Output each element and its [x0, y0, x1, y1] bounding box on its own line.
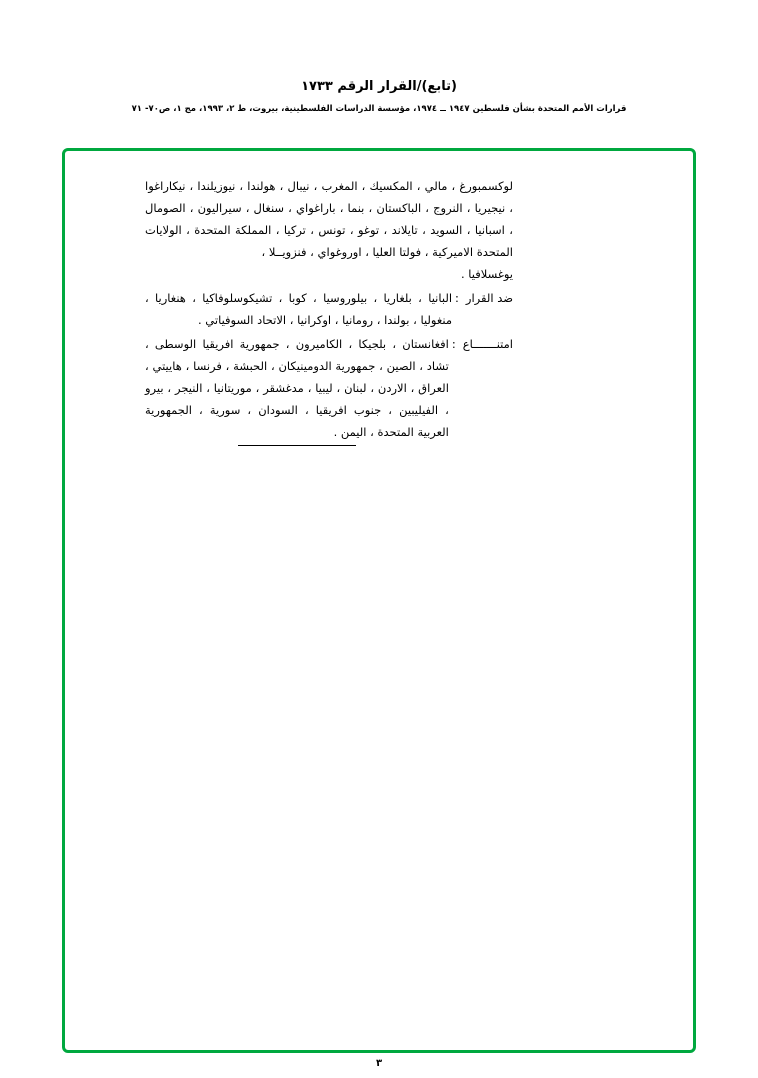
page-title: (تابع)/القرار الرقم ١٧٣٣: [301, 79, 457, 94]
list-line: هولندا ، نيوزيلندا ، نيكاراغوا ، نيجيريا ، النروج ،: [145, 179, 514, 215]
list-line: الصومال ، اسبانيا ، السويد ، تايلاند ، توغو ،: [145, 201, 513, 237]
source-citation: قرارات الأمم المتحدة بشأن فلسطين ١٩٤٧ ــ ١٩٧٤، مؤسسة الدراسات الفلسطينية، بيروت، ط ٢، ١٩٩٣، مج ١، ص٧٠- ٧١: [131, 104, 627, 115]
abstained-label: امتنـــــــاع: [462, 337, 513, 351]
continued-country-list: [145, 175, 513, 285]
against-list: [145, 287, 452, 331]
abstained-list: [145, 333, 449, 446]
list-line: الجمهورية العربية المتحدة ، اليمن .: [145, 403, 449, 439]
document-body: [145, 175, 513, 448]
list-line: لوكسمبورغ ، مالي ، المكسيك ، المغرب ، نيبال ،: [279, 179, 513, 193]
abstained-block: [145, 333, 513, 446]
against-colon: :: [455, 291, 459, 305]
abstained-colon: :: [451, 337, 456, 351]
list-line: ليبيا ، مدغشقر ، موريتانيا ، النيجر ، بيرو ،: [145, 381, 449, 417]
list-line: تونس ، تركيا ، المملكة المتحدة ، الولايات المتحدة: [145, 223, 513, 259]
green-content-frame: [62, 148, 696, 1053]
list-line: الاميركية ، فولتا العليا ، اوروغواي ، فنزويــلا ،: [261, 245, 474, 259]
page-number: ٣: [375, 1058, 383, 1069]
list-line: الفيليبين ، جنوب افريقيا ، السودان ، سورية ،: [199, 403, 439, 417]
list-line: يوغسلافيا .: [460, 267, 513, 281]
section-divider: [238, 445, 356, 446]
against-label: ضد القرار: [465, 291, 513, 305]
list-line: افغانستان ، بلجيكا ، الكاميرون ، جمهورية افريقيا: [202, 337, 449, 351]
list-line: البانيا ، بلغاريا ، بيلوروسيا ، كوبا ، تشيكوسلوفاكيا ،: [192, 291, 453, 305]
against-block: [145, 287, 513, 331]
list-line: الاتحاد السوفياتي .: [197, 313, 287, 327]
list-line: الحبشة ، فرنسا ، هاييتي ، العراق ، الاردن ، لبنان ،: [145, 359, 449, 395]
document-header: [0, 78, 758, 114]
list-line: الباكستان ، بنما ، باراغواي ، سنغال ، سيراليون ،: [189, 201, 422, 215]
list-line: الوسطى ، تشاد ، الصين ، جمهورية الدومينيكان ،: [145, 337, 449, 373]
list-line: هنغاريا ، منغوليا ، بولندا ، رومانيا ، اوكرانيا ،: [145, 291, 453, 327]
